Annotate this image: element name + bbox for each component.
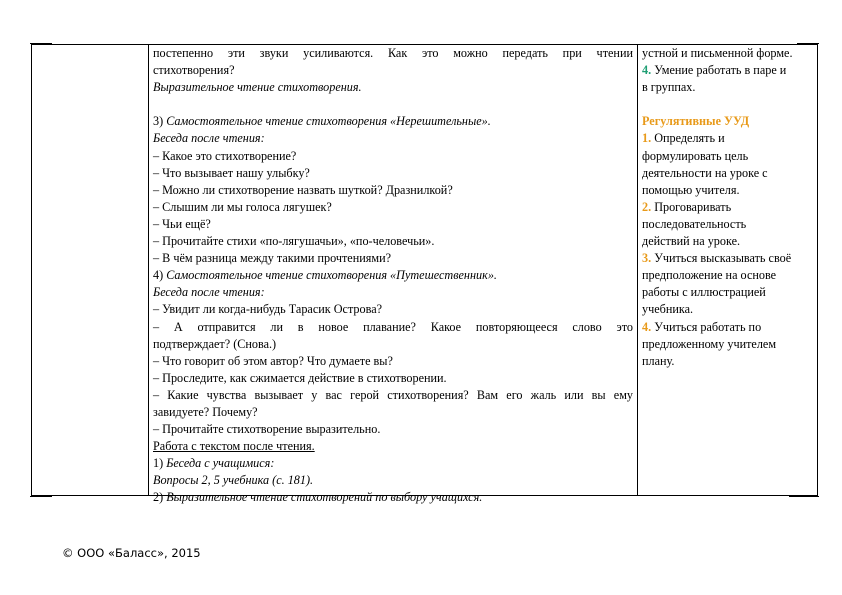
text-line: – Можно ли стихотворение назвать шуткой? Дразнилкой? [153,182,453,197]
table-corner-mark [797,43,819,44]
column-divider [637,45,638,495]
list-item: 2. Проговаривать [642,199,732,214]
text-line: формулировать цель [642,148,749,163]
numbered-line: 3) Самостоятельное чтение стихотворения «Нерешительные». [153,114,491,129]
text-line: завидуете? Почему? [153,404,258,419]
text-line: последовательность [642,216,747,231]
numbered-line: 1) Беседа с учащимися: [153,456,275,471]
text-line: – Что говорит об этом автор? Что думаете вы? [153,353,393,368]
list-item: 4. Учиться работать по [642,319,762,334]
text-line: – Чьи ещё? [153,216,211,231]
numbered-line: 2) Выразительное чтение стихотворений по выбору учащихся. [153,490,483,505]
text-line: – Увидит ли когда-нибудь Тарасик Острова? [153,302,383,317]
copyright-footer: © ООО «Баласс», 2015 [62,546,201,560]
right-column [642,45,814,370]
blank-line [642,96,814,113]
text-line: – Прочитайте стихи «по-лягушачьи», «по-человечьи». [153,234,435,249]
column-divider [148,45,149,495]
table-corner-mark [789,496,819,497]
section-heading: Работа с текстом после чтения. [153,439,315,454]
text-line: – Слышим ли мы голоса лягушек? [153,199,332,214]
text-line: – А отправится ли в новое плавание? Какое повторяющееся слово это [153,319,633,334]
text-line: Вопросы 2, 5 учебника (с. 181). [153,473,314,488]
text-line: – Проследите, как сжимается действие в стихотворении. [153,370,447,385]
text-line: устной и письменной форме. [642,46,793,60]
list-item: 1. Определять и [642,131,725,146]
section-header: Регулятивные УУД [642,114,750,129]
list-item: 4. Умение работать в паре и [642,63,787,78]
text-line: – Какое это стихотворение? [153,148,297,163]
text-line: учебника. [642,302,694,317]
text-line: предположение на основе [642,268,777,283]
numbered-line: 4) Самостоятельное чтение стихотворения «Путешественник». [153,268,497,283]
middle-column [153,45,633,507]
text-line: деятельности на уроке с [642,165,768,180]
text-line: плану. [642,353,675,368]
text-line: действий на уроке. [642,234,741,249]
text-line: предложенному учителем [642,336,777,351]
text-line: – Что вызывает нашу улыбку? [153,165,310,180]
text-line: – Какие чувства вызывает у вас герой стихотворения? Вам его жаль или вы ему [153,387,633,402]
text-line: в группах. [642,80,696,95]
text-line: Беседа после чтения: [153,131,265,146]
text-line: Беседа после чтения: [153,285,265,300]
text-line: работы с иллюстрацией [642,285,766,300]
table-corner-mark [30,496,52,497]
text-line: стихотворения? [153,63,235,78]
text-line: постепенно эти звуки усиливаются. Как это можно передать при чтении [153,46,633,60]
lesson-table [31,44,818,505]
table-corner-mark [30,43,52,44]
text-line: подтверждает? (Снова.) [153,336,277,351]
list-item: 3. Учиться высказывать своё [642,251,792,266]
text-line: Выразительное чтение стихотворения. [153,80,362,95]
text-line: помощью учителя. [642,182,740,197]
text-line: – В чём разница между такими прочтениями? [153,251,392,266]
blank-line [153,96,633,113]
text-line: – Прочитайте стихотворение выразительно. [153,422,381,437]
